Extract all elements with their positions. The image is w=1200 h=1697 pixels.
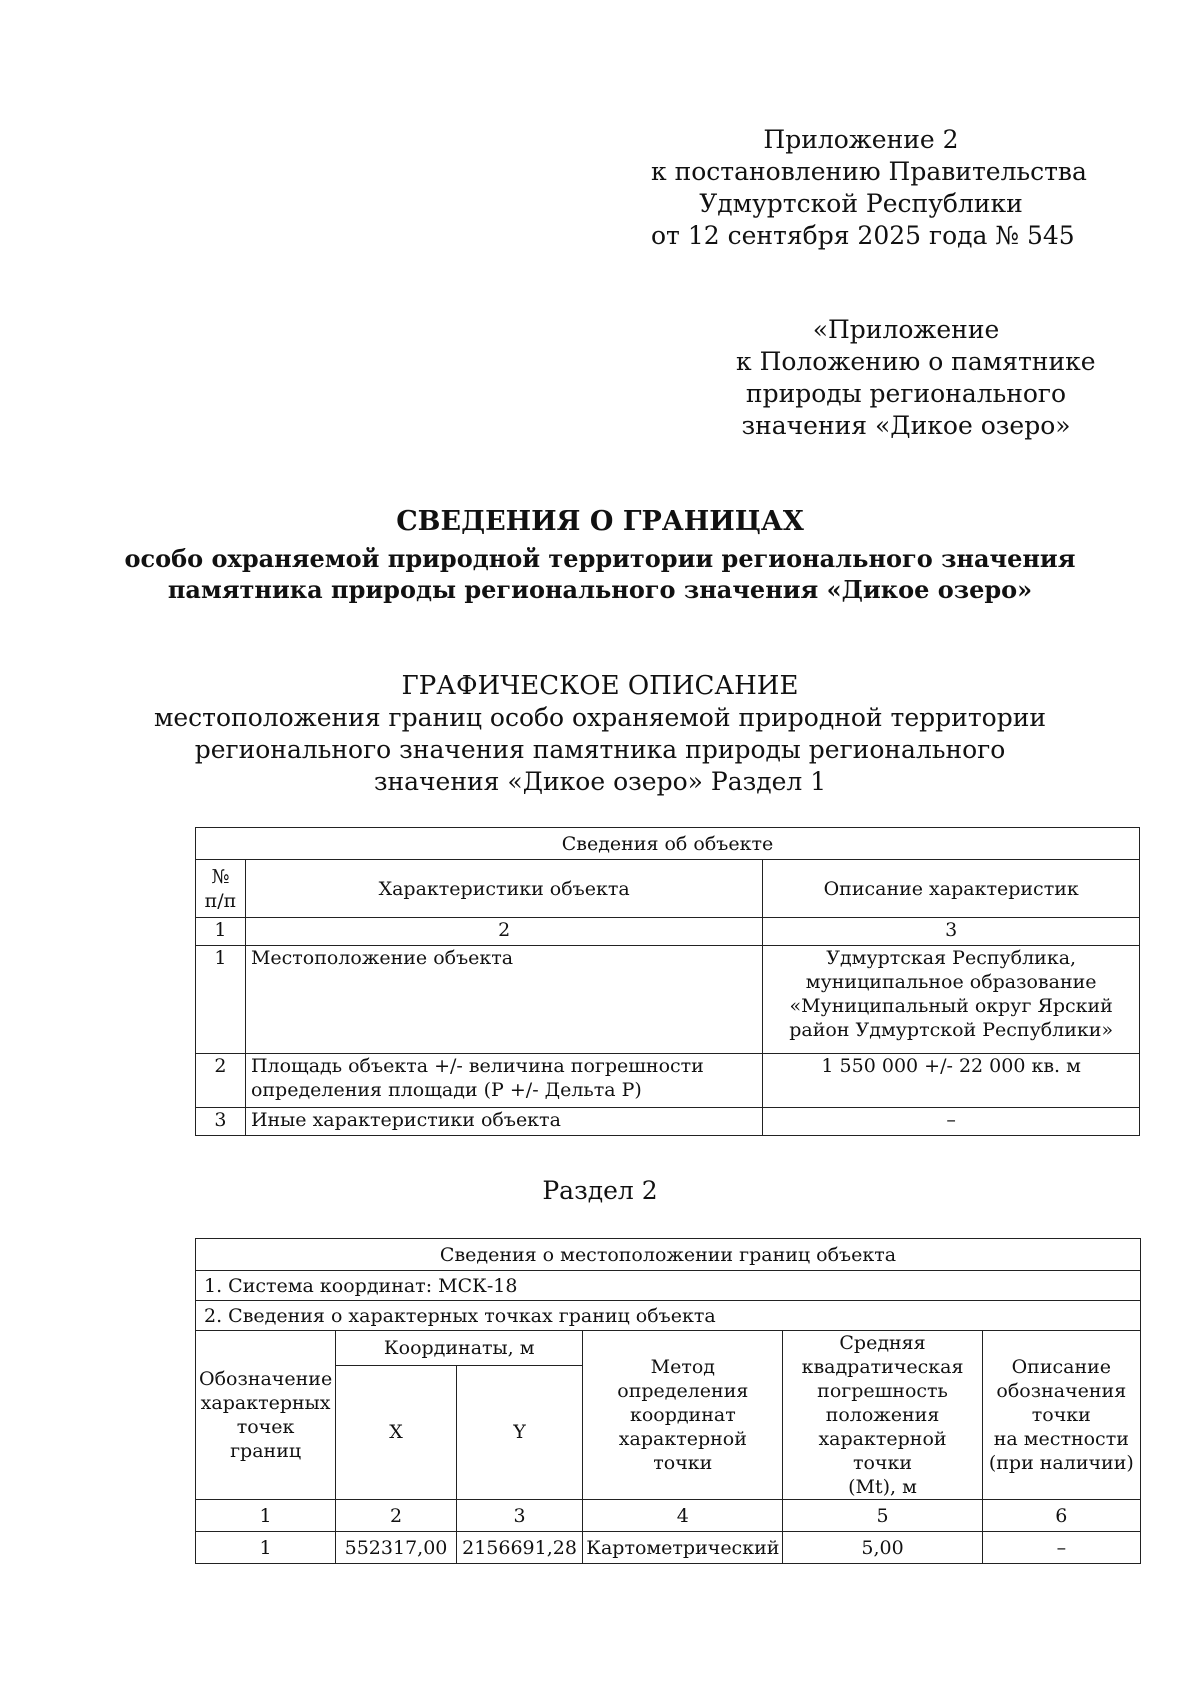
annex-sub-header	[736, 314, 1096, 442]
header-line: точки	[1031, 1404, 1091, 1426]
header-line: положения	[825, 1404, 940, 1426]
row-number: 1	[196, 946, 246, 1054]
desc-line: Удмуртская Республика,	[826, 947, 1077, 969]
row-characteristic	[245, 1054, 762, 1108]
graphic-line: значения «Дикое озеро» Раздел 1	[373, 767, 827, 796]
annex-line: от 12 сентября 2025 года № 545	[651, 221, 1075, 250]
header-line: (при наличии)	[988, 1452, 1134, 1474]
table-row	[196, 1532, 1141, 1564]
graphic-heading: ГРАФИЧЕСКОЕ ОПИСАНИЕ	[401, 671, 799, 701]
column-number: 2	[336, 1500, 457, 1532]
col-header-coordinates: Координаты, м	[336, 1331, 583, 1366]
annex-sub-line: значения «Дикое озеро»	[741, 411, 1071, 440]
annex-line: к постановлению Правительства	[651, 157, 1087, 186]
desc-line: «Муниципальный округ Ярский	[789, 995, 1113, 1017]
col-header-line: п/п	[204, 889, 237, 912]
header-line: характерной точки	[818, 1428, 947, 1474]
column-number: 4	[583, 1500, 783, 1532]
header-line: погрешность	[817, 1380, 948, 1402]
column-number: 2	[245, 918, 762, 946]
row-number: 2	[196, 1054, 246, 1108]
annex-line: Удмуртской Республики	[699, 189, 1023, 218]
object-info-table	[195, 827, 1140, 1136]
points-header: 2. Сведения о характерных точках границ объекта	[196, 1301, 1141, 1331]
header-line: определения	[617, 1380, 749, 1402]
annex-sub-line: природы регионального	[745, 379, 1067, 408]
point-method: Картометрический	[583, 1532, 783, 1564]
header-line: Описание	[1011, 1356, 1112, 1378]
boundary-points-table	[195, 1238, 1141, 1564]
col-header-point-description	[982, 1331, 1140, 1500]
col-header-point	[196, 1331, 336, 1500]
row-characteristic: Иные характеристики объекта	[245, 1108, 762, 1136]
column-number: 1	[196, 918, 246, 946]
col-header-number	[196, 860, 246, 918]
coordinate-system: 1. Система координат: МСК-18	[196, 1271, 1141, 1301]
header-line: координат	[629, 1404, 736, 1426]
annex-sub-line: «Приложение	[812, 315, 1000, 344]
col-header-characteristics: Характеристики объекта	[245, 860, 762, 918]
graphic-line: местоположения границ особо охраняемой природной территории	[153, 703, 1047, 732]
annex-sub-line: к Положению о памятнике	[736, 347, 1096, 376]
col-header-method	[583, 1331, 783, 1500]
graphic-description-heading	[0, 670, 1200, 798]
column-number: 3	[456, 1500, 582, 1532]
table-caption: Сведения о местоположении границ объекта	[196, 1239, 1141, 1271]
annex-line: Приложение 2	[763, 125, 959, 154]
header-line: на местности	[993, 1428, 1129, 1450]
document-title: СВЕДЕНИЯ О ГРАНИЦАХ	[396, 506, 804, 537]
header-line: Средняя	[839, 1332, 926, 1354]
row-description	[763, 946, 1140, 1054]
annex-header	[651, 124, 1087, 252]
graphic-line: регионального значения памятника природы регионального	[194, 735, 1006, 764]
section-2-heading: Раздел 2	[542, 1176, 658, 1205]
header-line: характерной точки	[618, 1428, 747, 1474]
document-subtitle	[0, 543, 1200, 605]
column-number: 3	[763, 918, 1140, 946]
subtitle-line: особо охраняемой природной территории регионального значения	[124, 544, 1076, 573]
point-id: 1	[196, 1532, 336, 1564]
column-number: 1	[196, 1500, 336, 1532]
header-line: обозначения	[996, 1380, 1127, 1402]
header-line: характерных	[200, 1392, 331, 1414]
header-line: точек границ	[230, 1416, 302, 1462]
row-characteristic: Местоположение объекта	[245, 946, 762, 1054]
col-header-mean-error	[783, 1331, 982, 1500]
characteristic-line: Площадь объекта +/- величина погрешности	[250, 1055, 704, 1077]
header-line: Обозначение	[199, 1368, 333, 1390]
header-line: квадратическая	[801, 1356, 964, 1378]
point-y: 2156691,28	[456, 1532, 582, 1564]
desc-line: район Удмуртской Республики»	[789, 1019, 1114, 1041]
column-number: 5	[783, 1500, 982, 1532]
point-description: –	[982, 1532, 1140, 1564]
characteristic-line: определения площади (Р +/- Дельта Р)	[250, 1079, 642, 1101]
header-line: (Mt), м	[848, 1476, 917, 1498]
table-row	[196, 1054, 1140, 1108]
point-x: 552317,00	[336, 1532, 457, 1564]
table-row	[196, 1108, 1140, 1136]
col-header-y: Y	[456, 1365, 582, 1499]
subtitle-line: памятника природы регионального значения «Дикое озеро»	[167, 575, 1033, 604]
col-header-line: №	[211, 865, 230, 888]
header-line: Метод	[650, 1356, 715, 1378]
row-number: 3	[196, 1108, 246, 1136]
table-row	[196, 946, 1140, 1054]
col-header-x: X	[336, 1365, 457, 1499]
row-description: –	[763, 1108, 1140, 1136]
col-header-description: Описание характеристик	[763, 860, 1140, 918]
desc-line: муниципальное образование	[805, 971, 1097, 993]
point-mean-error: 5,00	[783, 1532, 982, 1564]
column-number: 6	[982, 1500, 1140, 1532]
table-caption: Сведения об объекте	[196, 828, 1140, 860]
row-description: 1 550 000 +/- 22 000 кв. м	[763, 1054, 1140, 1108]
